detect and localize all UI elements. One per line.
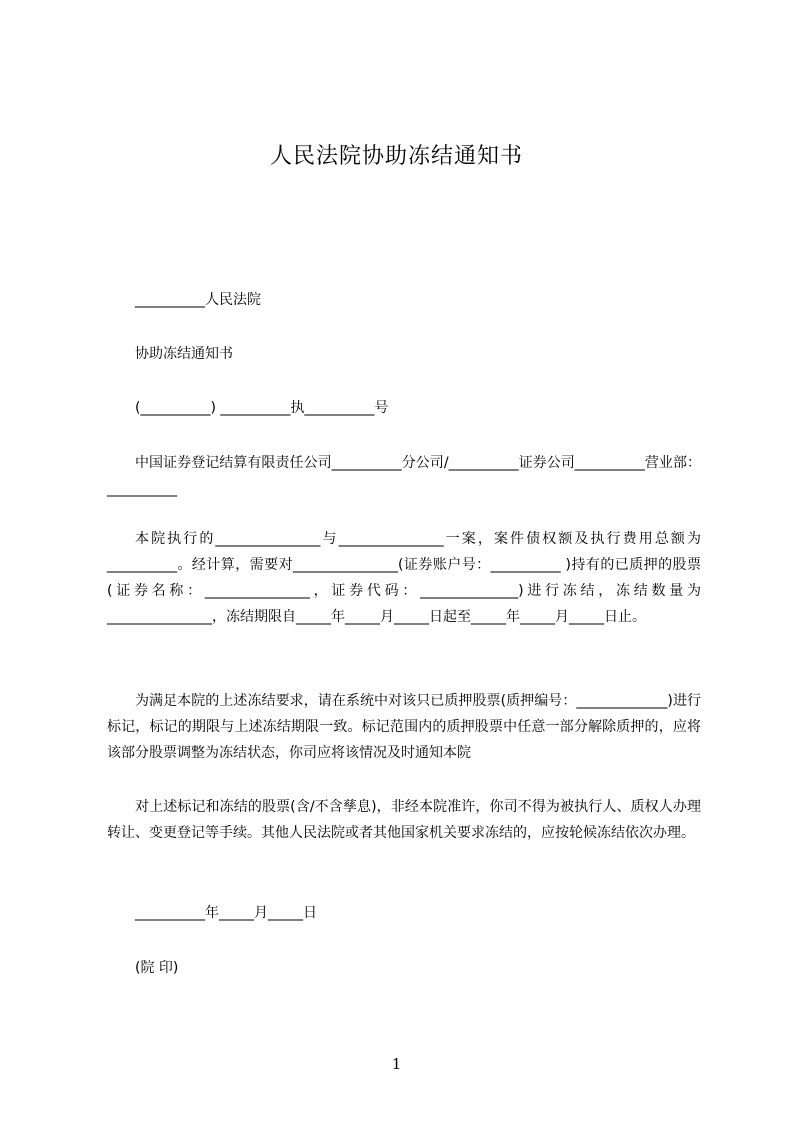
case-number-line: (__________) __________执__________号	[135, 400, 389, 416]
restriction-paragraph: 对上述标记和冻结的股票(含/不含孳息)，非经本院准许，你司不得为被执行人、质权人办理转让、变更登记等手续。其他人民法院或者其他国家机关要求冻结的，应按轮候冻结依次办理。	[107, 799, 701, 841]
page-number: 1	[391, 1055, 402, 1073]
notice-heading: 协助冻结通知书	[135, 346, 233, 362]
date-line: __________年_____月_____日	[135, 905, 317, 921]
pledge-mark-paragraph: 为满足本院的上述冻结要求，请在系统中对该只已质押股票(质押编号：_____________)进行标记，标记的期限与上述冻结期限一致。标记范围内的质押股票中任意一部分解除质押的，应将该部分股票调整为冻结状态，你司应将该情况及时通知本院	[107, 693, 701, 761]
document-title: 人民法院协助冻结通知书	[269, 144, 523, 169]
recipient-paragraph: 中国证券登记结算有限责任公司__________分公司/__________证券公司__________营业部：__________	[107, 455, 701, 497]
execution-paragraph: 本院执行的_______________与_______________一案，案件债权额及执行费用总额为__________。经计算，需要对_______________(证券账户号：__________ )持有的已质押的股票(证券名称：_______________，证券代码：______________)进行冻结，冻结数量为_______________，冻结期限自_____年_____月_____日起至_____年_____月_____日止。	[107, 531, 701, 625]
court-name-line: __________人民法院	[135, 292, 261, 308]
court-seal: (院 印)	[135, 960, 179, 976]
